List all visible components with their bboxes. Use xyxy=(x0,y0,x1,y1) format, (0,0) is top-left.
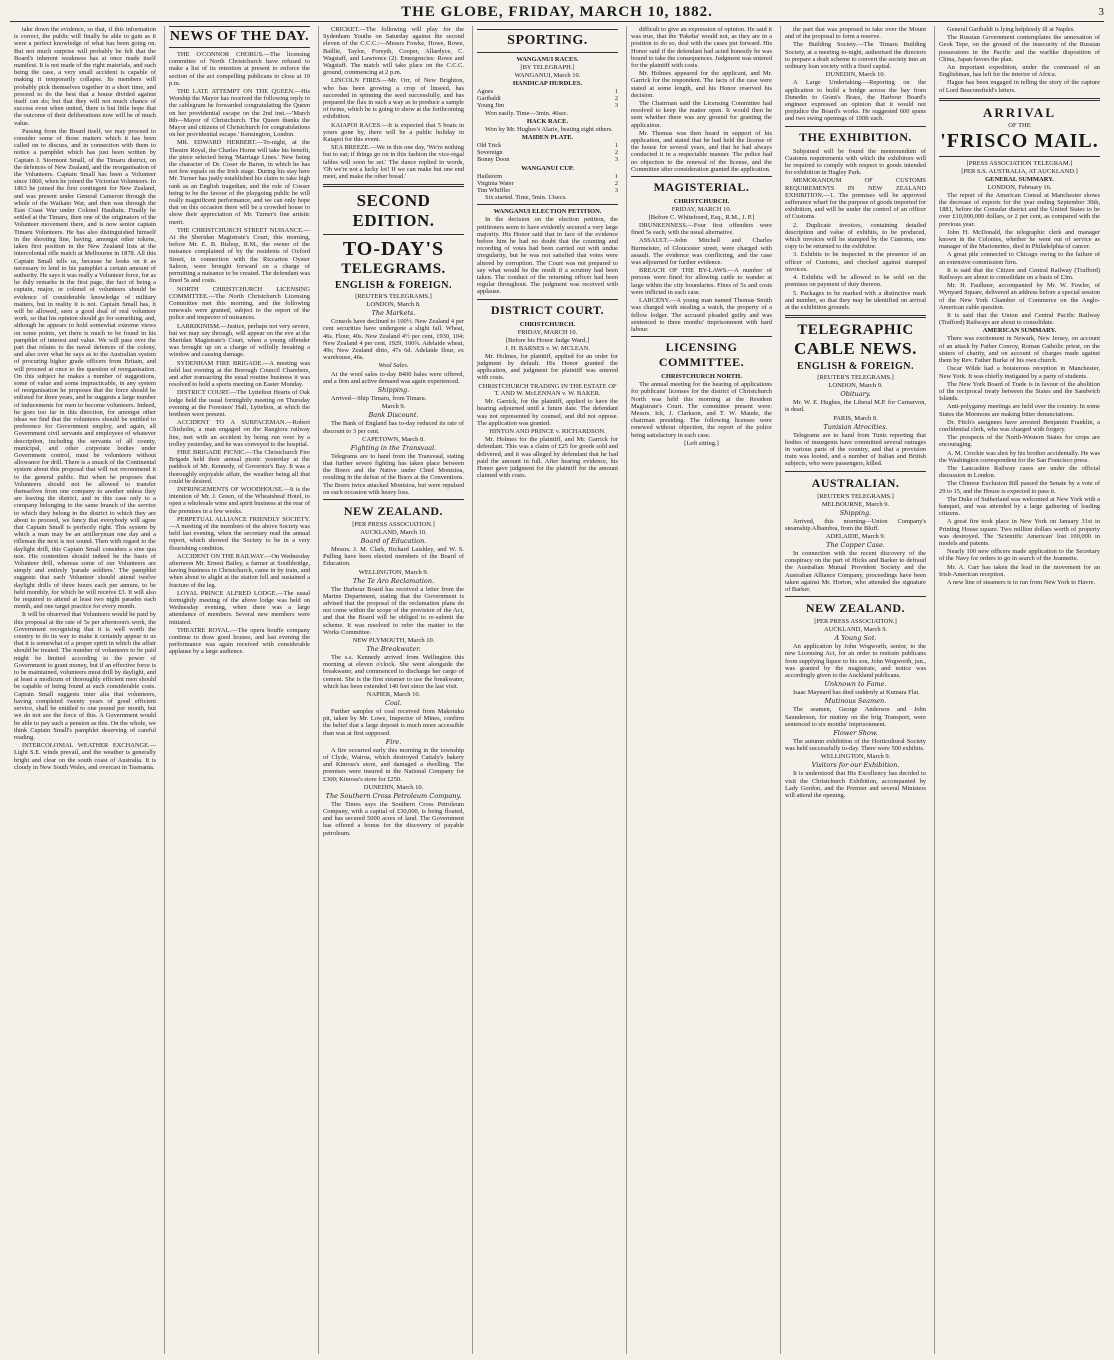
paragraph: Anti-polygamy meetings are held over the country. In some States the Mormons are making bitter denunciations. xyxy=(939,403,1100,418)
district-court-heading: DISTRICT COURT. xyxy=(490,302,605,317)
horse-name: Virginia Water xyxy=(477,179,514,187)
subheading: Fighting in the Transvaal. xyxy=(350,443,437,452)
placing: 2 xyxy=(614,179,618,187)
subheading: Wool Sales. xyxy=(378,362,409,370)
english-foreign-heading: ENGLISH & FOREIGN. xyxy=(334,280,453,292)
source-line: [PER PRESS ASSOCIATION.] xyxy=(814,618,897,626)
placing: 3 xyxy=(614,102,618,110)
paragraph: Dr. Fitch's assignees have arrested Benjamin Franklin, a confidential clerk, who was charged with forgery. xyxy=(939,418,1100,433)
paragraph: In the decision on the election petition, the petitioners seem to have evidently secured a very large majority. His Honor said that in face of the evidence before him he had no doubt that the counting and recording of votes had been carried out with undue irregularity, but he was not satisfied that votes were altered by corruption. The Court was not prepared to say what would be the result if a scrutiny had been taken. The conduct of the returning officer had been regular throughout. The judgment was received with applause. xyxy=(477,216,618,296)
subheading: Mutinous Seamen. xyxy=(824,697,887,706)
new-zealand-heading: NEW ZEALAND. xyxy=(343,503,444,518)
news-item: PERPETUAL ALLIANCE FRIENDLY SOCIETY.—A meeting of the members of the above Society was held last evening, when the secretary read the annual report, which showed the Society to be in a very flourishing condition. xyxy=(169,515,310,552)
paragraph: 3. Exhibits to be inspected in the presence of an officer of Customs, and checked against stamped invoices. xyxy=(785,251,926,273)
news-item: MR. EDWARD HERBERT.—To-night, at the Theatre Royal, the Charles Horne will take his benefit, the piece selected being 'Marriage Lines.' New being the character of Dr. Coser de Baron, in which he has not few equals on the Irish stage. During his stay here Mr. Turner has justly established his claim to take high rank as an English tragedian, and the role of Cosser being to be the favour of the playgoing public he will really magnificent performance, and we can only hope that on this occasion there will be a crowded house to show their appreciation of Mr. Turner's fine artistic merit. xyxy=(169,139,310,226)
result-row xyxy=(477,173,618,180)
paragraph: Further samples of coal received from Makotuku pit, taken by Mr. Lowe, Inspector of Mines, confirm the belief that a large deposit is much more accessible than was at first supposed. xyxy=(323,707,464,737)
divider xyxy=(785,596,926,597)
column-6 xyxy=(780,26,930,1354)
placing: 3 xyxy=(614,156,618,164)
paragraph: MEMORANDUM OF CUSTOMS REQUIREMENTS IN NEW ZEALAND EXHIBITION.—1. The premises will be approved sufferance wharf for the purpose of goods imported for exhibition, and will be under the control of an officer of Customs. xyxy=(785,177,926,221)
dateline: FRIDAY, MARCH 10. xyxy=(671,206,732,214)
paragraph: The Chairman said the Licensing Committee had resolved to keep the matter open. It would then be seen whether there was any ground for granting the application. xyxy=(631,100,772,129)
subheading: GENERAL SUMMARY. xyxy=(985,175,1054,183)
dateline: March 9. xyxy=(381,403,406,411)
subheading: Shipping. xyxy=(839,508,872,517)
dateline: WANGANUI, March 10. xyxy=(514,72,581,79)
results-table xyxy=(477,173,618,195)
column-3 xyxy=(318,26,468,1354)
masthead xyxy=(10,4,1104,22)
paragraph: Six started. Time, 5min. 13secs. xyxy=(485,194,567,202)
subheading: Flower Show. xyxy=(833,728,878,737)
dateline: NEW PLYMOUTH, March 10. xyxy=(352,636,435,644)
paragraph: John H. McDonald, the telegraphic clerk and manager known in the Colonies, whether he went out of service as manager of the Marionettes, died in Philadelphia of cancer. xyxy=(939,228,1100,251)
paragraph: Mr. Holmes, for plaintiff, applied for an order for judgment by default. His Honor granted the application, and judgment for plaintiff was entered with costs. xyxy=(477,352,618,382)
column-5 xyxy=(626,26,776,1354)
news-item: LARRIKINISM.—Justice, perhaps not very severe, but we may say through, will appear on the eve at the Sheridan Magistrate's Court, when a young offender was brought up on a charge of wilfully breaking a window and causing damage. xyxy=(169,322,310,359)
paragraph: Mr. W. E. Hughes, the Liberal M.P. for Carnarvon, is dead. xyxy=(785,399,926,414)
placing: 2 xyxy=(614,95,618,103)
english-foreign-heading: ENGLISH & FOREIGN. xyxy=(796,361,915,373)
paragraph: The Lancashire Railway cases are under the official discussion in London. xyxy=(939,464,1100,480)
subheading: The Copper Case. xyxy=(826,540,885,549)
sporting-heading: SPORTING. xyxy=(507,33,588,48)
paragraph: There was excitement in Newark, New Jersey, on account of an attack by Father Conroy, Roman Catholic priest, on the sisters of charity, and on account of charges made against them by Rev. Father Burke of his own church. xyxy=(939,335,1100,365)
new-zealand-heading: NEW ZEALAND. xyxy=(805,601,906,616)
paragraph: Arrived, this morning—Union Company's steamship Albambra, from the Bluff. xyxy=(785,517,926,532)
paragraph: Consols have declined to 100½. New Zealand 4 per cent securities have undergone a slight fall. Wheat, 46s. Flour, 40s. New Zealand 4½ per cent, 1930, 104; New Zealand 4 per cent, 1929, 100¾. Adelaide wheat, 49s; New Zealand ditto, 47s 6d. Adelaide flour, ex warehouse, 46s. xyxy=(323,318,464,362)
source-line: [BY TELEGRAPH.] xyxy=(520,64,575,71)
editorial-text xyxy=(10,26,160,771)
paragraph: Hague has been engaged in telling the story of the capture of Lord Beaconsfield's letters. xyxy=(939,79,1100,94)
paragraph: Mr. Thomas was then heard in support of his application, and stated that he had held the license of the house for several years, and that he had always conducted it in a respectable manner. The police had no objection to the renewal of the license, and the Committee after consideration granted the application. xyxy=(631,129,772,173)
paragraph: INTERCOLONIAL WEATHER EXCHANGE.—Light S.E. winds prevail, and the weather is generally bright and clear on the south coast of Australia. It is cloudy in New South Wales, and overcast in Tasmania. xyxy=(14,742,156,771)
paragraph: Telegrams are to hand from the Transvaal, stating that further severe fighting has taken place between the Boers and the Native under Chief Montsioa, resulting in the defeat of the Boers at the Conventions. The Boers twice attacked Montsioa, but were repulsed on each occasion with heavy loss. xyxy=(323,452,464,496)
column-2 xyxy=(164,26,314,1354)
placing: 3 xyxy=(614,187,618,195)
paragraph: The seamen, George Anderson and John Saunderson, for mutiny on the brig Transport, were sentenced to six months' imprisonment. xyxy=(785,706,926,728)
paragraph: It is understood that His Excellency has decided to visit the Christchurch Exhibition, accompanied by Lady Gordon, and the Premier and several Ministers will attend the opening. xyxy=(785,770,926,799)
paragraph: A great pile connected to Chicago owing to the failure of an extensive commission firm. xyxy=(939,251,1100,266)
race-heading: HACK RACE. xyxy=(526,117,569,125)
paragraph: Subjoined will be found the memorandum of Customs requirements with which the exhibitors will be required to comply with respect to goods intended for exhibition in Hagley Park. xyxy=(785,147,926,177)
case-title: CHRISTCHURCH TRADING IN THE ESTATE OF T. AND W. McLENNAN v. W. BAKER. xyxy=(478,382,617,397)
paragraph: take down the evidence, so that, if this information is correct, the public will finally be able to gain as it were a perfect knowledge of what has been going on. But not much surprise will probably be felt that the Board's inherent weakness has at once made itself manifest. It is not made of the right materials, and such being the case, a very small accident is capable of making it temporarily collapse. Its members will probably pick themselves together in a short time, and proceed to do the best that a house divided against itself can do; but that they will not much chance of success even when united, there is but little hope that the outcome of their deliberations now will be of much value. xyxy=(14,26,156,127)
paragraph: 5. Packages to be marked with a distinctive mark and number, so that they may be identified on arrival at the exhibition grounds. xyxy=(785,289,926,311)
paragraph: 2. Duplicate invoices, containing detailed description and value of exhibits, to be produced, which invoices will be stamped by the Customs, one copy to be returned to the exhibitor. xyxy=(785,221,926,251)
columns xyxy=(10,26,1104,1354)
column-4 xyxy=(472,26,622,1354)
column-1 xyxy=(10,26,160,1354)
source-line: [PRESS ASSOCIATION TELEGRAM.] xyxy=(966,159,1073,167)
results-table xyxy=(477,88,618,110)
subheading: The Te Aro Reclamation. xyxy=(352,576,435,585)
subheading: A Young Sot. xyxy=(834,634,877,643)
dateline: PARIS, March 8. xyxy=(833,414,878,422)
subheading: WANGANUI RACES. xyxy=(516,56,579,63)
paragraph: Telegrams are to hand from Tunis reporting that bodies of insurgents have committed several outrages in various parts of the country, and that a provision train was looted, and a number of Italian and British subjects, who were passengers, killed. xyxy=(785,431,926,468)
placing: 2 xyxy=(614,149,618,157)
horse-name: Garibaldi xyxy=(477,95,501,103)
subheading: Shipping. xyxy=(377,386,410,395)
telegrams-heading: TELEGRAMS. xyxy=(341,261,446,278)
news-item: SYDENHAM FIRE BRIGADE.—A meeting was held last evening at the Borough Council Chambers, and after transacting the usual routine business it was resolved to hold a sports meeting on Easter Monday. xyxy=(169,359,310,389)
paragraph: The report of the American Consul at Manchester shows the decrease of exports for the year ending September 30th, 1881, before the Consular district and the United States to be over £10,000,000 dollars, or 2 per cent, as compared with the previous year. xyxy=(939,191,1100,228)
second-edition-heading: SECOND EDITION. xyxy=(352,191,435,231)
section-divider xyxy=(785,315,926,318)
divider xyxy=(631,336,772,337)
paragraph: The Duke of Sutherland was welcomed at New York with a banquet, and was attended by a large gathering of leading citizens. xyxy=(939,495,1100,518)
dateline: MELBOURNE, March 9. xyxy=(821,500,890,508)
subheading: Obituary. xyxy=(840,390,871,399)
subheading: Tunisian Atrocities. xyxy=(823,422,888,431)
paragraph: Messrs. J. M. Clark, Richard Laishley, and W. S. Pulling have been elected members of the Board of Education. xyxy=(323,545,464,568)
arrival-heading: ARRIVAL xyxy=(983,104,1056,120)
result-row xyxy=(477,180,618,187)
subheading: Board of Education. xyxy=(360,536,427,545)
news-item: DISTRICT COURT.—The Lyttelton Hearts of Oak lodge held the usual fortnightly meeting on Thursday evening at the Foresters' Hall, Lyttelton, at which the brethren were present. xyxy=(169,389,310,418)
paragraph: Passing from the Board itself, we may proceed to consider some of those matters which it has been called on to discuss, and in connection with them to notice a pamphlet which has just been written by Captain J. Stormont Small, of the Timaru district, on the defences of New Zealand, and the reorganisation of the Volunteers. Captain Small has been a Volunteer since 1860, when he joined the Victorian Volunteers. In 1863 he joined the first contingent for New Zealand, and was present under General Cameron through the whole of the Waikato War, and then was through the East Coast War under Colonel Haultain. Finally he settled at the Timaru, then one of the originators of the Volunteer movement there, and is now senior captain Timaru Volunteers. He has also distinguished himself in the shooting line, having, amongst other tokens, taken first position in the New Zealand lists at the intercolonial rifle match at Melbourne in 1878. All this Captain Small tells us, because he looks on it as necessary to lend to his pamphlet a certain amount of authority. He says it was really a Volunteer force, for as he duly remarks in the first page, the fact of being a captain, major, or colonel of volunteers should be evidence of considerable knowledge of military matters, but in reality it is not. Captain Small has, it will be allowed, seen a good deal of real volunteer work, so that his opinion should go for something, and, although he appears to hold somewhat extreme views on some points, yet there is much to be found in his pamphlet of interest and value. We will pass over the part that relates to the naval defences of the colony, and also over what he says as to the Australian system of procuring higher grade officers from Britain, and will proceed at once to the question of reorganisation. On this subject he makes a number of suggestions, some of value and some impracticable, in any system of reorganisation he proposes that the force should be enlisted for three years, and he suggests a large number of inducements for men to become volunteers. Indeed, he goes too far in this direction, for amongst other ideas we find that the volunteers should be entitled to preference for Government employ, and again, all Government civil servants and employees of whatever description, including the servants of all county, municipal, and other corporate bodies under Government control, must be volunteers without allowance for drill. There is a smack of the Continental system about this proposal that will not recommend it to the general public. But when he proposes that Volunteers should not be allowed to transfer themselves from one company to another unless they are leaving the district, and in this case only to a company belonging to the same branch of the service to which they belong in the district to which they are about to proceed, we fancy that everybody will agree that Captain Small is perfectly right. This system by which a man may be an artilleryman one day and a rifleman the next is not sound. Then with regard to the daylight drill, this Captain Small considers a sine qua non. His contention should indeed be the basis of Volunteer drill, whereas some of our Volunteers are simply and entirely 'parade soldiers.' The pamphlet suggests that each Volunteer should attend twelve daylight drills of three hours each per annum, to be held monthly, for which he will receive £3. It will also be required to attend at least two night parades each month, and one target practice for every month. xyxy=(14,127,156,611)
divider xyxy=(323,234,464,235)
source-line: [REUTER'S TELEGRAMS.] xyxy=(817,374,894,382)
news-item: ACCIDENT TO A SURFACEMAN.—Robert Chisholm, a man engaged on the Rangiora railway line, met with an accident by being run over by a trolley yesterday, and he was conveyed to the hospital. xyxy=(169,419,310,448)
paragraph: A new line of steamers is to run from New York to Havre. xyxy=(947,578,1096,586)
news-item: FIRE BRIGADE PICNIC.—The Christchurch Fire Brigade held their annual picnic yesterday at the paddock of Mr. Kennedy, of Governor's Bay. It was a thoroughly enjoyable affair, the weather being all that could be desired. xyxy=(169,448,310,485)
dateline: WELLINGTON, March 9. xyxy=(820,753,891,761)
paragraph: General Garibaldi is lying helplessly ill at Naples. xyxy=(947,26,1075,33)
paragraph: BREACH OF THE BY-LAWS.—A number of persons were fined for allowing cattle to wander at large within the city boundaries. Fines of 5s and costs were inflicted in each case. xyxy=(631,267,772,296)
news-item: THEATRE ROYAL.—The opera bouffe company continue to draw good houses, and last evening the performance was again received with considerable applause by a large audience. xyxy=(169,626,310,656)
paragraph: It is said that the Union and Central Pacific Railway (Trafford) Railways are about to consolidate. xyxy=(939,312,1100,327)
left-sitting-note: [Left sitting.] xyxy=(684,439,719,447)
paragraph: Mr. Garrick, for the plaintiff, applied to have the hearing adjourned until a future date. The defendant was not represented by counsel, and did not oppose. The application was granted. xyxy=(477,398,618,427)
telegraphic-heading: TELEGRAPHIC xyxy=(797,322,914,339)
paragraph: An application by John Wogworth, senior, to the new Licensing Act, for an order to restrain publicans from supplying liquor to his son, John Wogworth, jun., was granted by the magistrate, and notice was accordingly given to the Auckland publicans. xyxy=(785,643,926,679)
case-title: HINTON AND PRINCE v. RICHARDSON. xyxy=(489,427,606,435)
paragraph: The Russian Government contemplates the annexation of Geok Tepe, on the ground of the insecurity of the Russian possessions in the Pacific and the warlike disposition of China, Japan favors the plan. xyxy=(939,34,1100,63)
dateline: LONDON, March 8. xyxy=(366,301,421,309)
paragraph: Oscar Wilde had a boisterous reception in Manchester, New York. It was chiefly instigated by a party of students. xyxy=(939,365,1100,380)
paragraph: DRUNKENNESS.—Four first offenders were fined 5s each, with the usual alternative. xyxy=(631,222,772,237)
news-item: CRICKET.—The following will play for the Sydenham Youths on Saturday against the second eleven of the C.C.C.:—Messrs Fowke, Howe, Rowe, Baillie, Taylor, Forsyth, Cooper, Allardyce, C. Wagstaff, and Lawrence (2). Emergencies: Rowe and Wagstaff. The match will take place on the C.C.C. ground, commencing at 2 p.m. xyxy=(323,26,464,77)
news-item: LINCOLN FIRES.—Mr. Orr, of New Brighton, who has been growing a crop of linseed, has succeeded in spinning the seed successfully, and has prepared the flax in such a way as to produce a sample of twine, which he is going to show at the forthcoming exhibition. xyxy=(323,77,464,121)
dateline: AUCKLAND, March 9. xyxy=(823,626,888,634)
paragraph: Arrived—Ship Timaru, from Timaru. xyxy=(331,395,427,403)
divider xyxy=(631,176,772,177)
subheading: CHRISTCHURCH. xyxy=(519,320,576,328)
paragraph: An important expedition, under the command of an Englishman, has left for the interior of Africa. xyxy=(939,64,1100,79)
news-item: ACCIDENT ON THE RAILWAY.—On Wednesday afternoon Mr. Ernest Bailey, a farmer at Southbridge, having business in Christchurch, came in by train, and when about to alight at the station fell and sustained a fracture of the leg. xyxy=(169,552,310,589)
horse-name: Hailstorm xyxy=(477,172,503,180)
news-of-the-day-heading: NEWS OF THE DAY. xyxy=(169,26,310,48)
paragraph: At the wool sales to-day 8400 bales were offered, and a firm and active demand was again experienced. xyxy=(323,370,464,385)
divider xyxy=(785,126,926,127)
paragraph: Nearly 100 new officers made application to the Secretary of the Navy for orders to go in search of the Jeannette. xyxy=(939,548,1100,563)
result-row xyxy=(477,88,618,95)
paragraph: The Bank of England has to-day reduced its rate of discount to 3 per cent. xyxy=(323,420,464,435)
paragraph: 4. Exhibits will be allowed to be sold on the premises on payment of duty thereon. xyxy=(785,274,926,289)
paragraph: The Times says the Southern Cross Petroleum Company, with a capital of £30,000, is being floated, and has secured 5000 acres of land. The Government has offered a bonus for the discovery of payable petroleum. xyxy=(323,800,464,837)
licensing-committee-heading: LICENSING COMMITTEE. xyxy=(658,340,745,370)
placing: 1 xyxy=(614,142,618,150)
column-7 xyxy=(934,26,1104,1354)
paragraph: Isaac Maynard has died suddenly at Kumara Flat. xyxy=(793,689,920,697)
source-line: [REUTER'S TELEGRAMS.] xyxy=(355,293,432,301)
paragraph: ASSAULT.—John Mitchell and Charles Burmeister, of Gloucester street, were charged with assault. The evidence was conflicting, and the case was adjourned for further evidence. xyxy=(631,237,772,267)
race-heading: MAIDEN PLATE. xyxy=(521,134,574,142)
subheading: WANGANUI ELECTION PETITION. xyxy=(493,208,602,216)
horse-name: Tim Whiffler xyxy=(477,187,511,195)
news-items xyxy=(169,51,310,656)
dateline: AUCKLAND, March 10. xyxy=(360,528,427,536)
result-row xyxy=(477,187,618,194)
divider xyxy=(939,156,1100,157)
dateline: LONDON, March 9. xyxy=(828,382,883,390)
subheading: Unknown to Fame. xyxy=(824,680,887,689)
news-item: THE CHRISTCHURCH STREET NUISANCE.—At the Sheridan Magistrate's Court, this morning, before Mr. E. B. Bishop, R.M., the owner of the nuisance complained of by the residents of Oxford Street, in connection with the Riccarton Oyster Saloon, were brought forward on a charge of permitting a nuisance to be created. The defendant was fined 5s and costs. xyxy=(169,226,310,285)
paragraph: Mr. H. Faulkner, accompanied by Mr. W. Fowler, of Wynyard Square, delivered an address before a special session of the New York Chamber of Commerce on the Anglo-American cable question. xyxy=(939,282,1100,311)
news-item: KAIAPOI RACES.—It is expected that 5 boats in yours gone by, there will be a public holiday in Kaiapoi for this event. xyxy=(323,121,464,144)
subheading: CHRISTCHURCH NORTH. xyxy=(661,373,742,381)
paragraph: difficult to give an expression of opinion. He said it was true, that the 'Pakeha' would not, as they are in a position to do so, deal with the cases put forward. His Honor said if the defendant had acted honestly he was bound to take the consequences. Judgment was entered for the plaintiff with costs. xyxy=(631,26,772,70)
paragraph: The Building Society.—The Timaru Building Society, at a meeting to-night, authorised the directors to prepare a draft scheme to convert the society into an ordinary loan society with a fixed capital. xyxy=(785,41,926,71)
subheading: Visitors for our Exhibition. xyxy=(811,761,900,770)
paragraph: Won easily. Time—3min. 46sec. xyxy=(485,109,569,117)
source-line: [PER S.S. AUSTRALIA, AT AUCKLAND.] xyxy=(961,167,1078,175)
dateline: DUNEDIN, March 10. xyxy=(363,783,424,791)
paragraph: Mr. Holmes appeared for the applicant, and Mr. Garrick for the respondent. The facts of the case were stated at some length, and his Honor reserved his decision. xyxy=(631,70,772,99)
paragraph: The s.s. Kennedy arrived from Wellington this morning at eleven o'clock. She went alongside the breakwater, and commenced to discharge her cargo of cement. She is the first steamer to use the breakwater, which has been extended 140 feet since the last visit. xyxy=(323,653,464,690)
divider xyxy=(477,29,618,30)
news-item: LOYAL PRINCE ALFRED LODGE.—The usual fortnightly meeting of the above lodge was held on Wednesday evening, when there was a large attendance of members. Several new members were initiated. xyxy=(169,589,310,626)
placing: 1 xyxy=(614,172,618,180)
paragraph: It will be observed that Volunteers would be paid by this proposal at the rate of 5s per afternoon's work, the Government recognising that it is well worth the country to do its way to make it certainly appear to us that it is somewhat of a proper spirit in which the affair should be treated. The number of volunteers to be paid might be limited according to the power of Government to grant money, but if an effective force is to be maintained, volunteers must drill by daylight, and at least a modicum of thoroughly efficient men should be capable of being found at such considerable costs. Captain Small suggests inter alia that volunteers, having completed twenty years of good efficient service, shall be entitled to one pound per month, but we do not see the force of this. A Government would be able to pay such a pension as this. On the whole, we think Captain Small's pamphlet deserving of careful reading. xyxy=(14,611,156,741)
paragraph: the part that was proposed to take over the Mount and of the proposal to form a reserve. xyxy=(785,26,926,41)
horse-name: Old Trick xyxy=(477,142,502,150)
news-item: INFRINGEMENTS OF WOODHOUSE.—It is the intention of Mr. J. Green, of the Wheatsheaf Hotel, to open a wholesale wine and spirit business at the rear of the premises in a few weeks. xyxy=(169,485,310,515)
paragraph: The prospects of the North-Western States for crops are encouraging. xyxy=(939,434,1100,449)
placing: 1 xyxy=(614,88,618,95)
paragraph: A. M. Crockie was shot by his brother accidentally. He was the Washington correspondent for the San Francisco press. xyxy=(939,449,1100,464)
news-items-continued xyxy=(323,26,464,180)
source-line: [PER PRESS ASSOCIATION.] xyxy=(352,520,435,528)
page-number: 3 xyxy=(1098,6,1104,18)
subheading: CHRISTCHURCH. xyxy=(673,198,730,206)
divider xyxy=(785,471,926,472)
horse-name: Young Jim xyxy=(477,102,505,110)
dateline: FRIDAY, MARCH 10. xyxy=(517,328,578,336)
source-line: [Before his Honor Judge Ward.] xyxy=(505,336,590,344)
subheading: The Markets. xyxy=(371,309,416,318)
dateline: LONDON, February 16. xyxy=(987,183,1052,191)
subheading: The Southern Cross Petroleum Company. xyxy=(325,791,462,800)
dateline: DUNEDIN, March 10. xyxy=(825,71,886,79)
newspaper-title: THE GLOBE, FRIDAY, MARCH 10, 1882. xyxy=(401,4,713,20)
paragraph: Mr. A. Carr has taken the lead in the movement for an Irish-American reception. xyxy=(939,563,1100,578)
paragraph: A great fire took place in New York on January 31st in Printing House square. Two million dollars worth of property was destroyed. The 'Scientific American' lost 100,000 in models and patents. xyxy=(939,518,1100,547)
dateline: WELLINGTON, March 9. xyxy=(358,568,429,576)
divider xyxy=(477,52,618,53)
source-line: [Before C. Whitefoord, Esq., R.M., J. P.] xyxy=(648,214,755,222)
paragraph: The Harbour Board has received a letter from the Marine Department, stating that the Government is advised that the proposal of the reclamation plans do not come within the scope of the provision of the Act, and that the Board will be obliged to re-submit the scheme. It was resolved to refer the matter to the Works Committee. xyxy=(323,585,464,636)
dateline: NAPIER, March 10. xyxy=(366,690,421,698)
dateline: CAPETOWN, March 8. xyxy=(362,435,425,443)
australian-heading: AUSTRALIAN. xyxy=(811,475,900,490)
result-row xyxy=(477,102,618,109)
paragraph: It is said that the Citizen and Central Railway (Trafford) Railways are about to consolidate on a basis of £3m. xyxy=(939,266,1100,282)
paragraph: A Large Undertaking.—Reporting on the application to build a bridge across the bay from Dunedin to Grant's Braes, the Harbour Board's engineer expressed an opinion that it would not prejudice the Board's works. He suggested 600 spans and two swing openings of 100ft each. xyxy=(785,79,926,123)
paragraph: Won by Mr. Hughes's Alarie, beating eight others. xyxy=(485,125,613,133)
race-heading: WANGANUI CUP. xyxy=(521,164,574,172)
result-row xyxy=(477,142,618,149)
dateline: ADELAIDE, March 9. xyxy=(825,532,886,540)
magisterial-heading: MAGISTERIAL. xyxy=(653,180,750,195)
section-divider xyxy=(939,98,1100,101)
horse-name: Bonny Doon xyxy=(477,156,510,164)
paragraph: The annual meeting for the hearing of applications for publicans' licenses for the district of Christchurch North was held this morning at the Resident Magistrate's Court. The committee present were: Messrs. Ick, J. Clarkson, and T. W. Maude, the chairman presiding. The following licenses were renewed without objection, the report of the police being satisfactory in each case. xyxy=(631,381,772,439)
paragraph: The Chinese Exclusion Bill passed the Senate by a vote of 29 to 15, and the House is expected to pass it. xyxy=(939,480,1100,495)
race-heading: HANDICAP HURDLES. xyxy=(512,80,583,87)
news-item: THE LATE ATTEMPT ON THE QUEEN.—His Worship the Mayor has received the following reply to the cablegram he forwarded congratulating the Queen on her providential escape on the 2nd inst.—'March 8th—Mayor of Christchurch. The Queen thanks the Mayor and citizens of Christchurch for congratulations on her providential escape.' Kensington, London. xyxy=(169,88,310,139)
result-row xyxy=(477,149,618,156)
news-item: THE O'CONNOR CHORUS.—The licensing committee of North Christchurch have refused to make a list of its retention at present to enforce the section of the act compelling publicans to close at 10 p.m. xyxy=(169,51,310,87)
divider xyxy=(323,499,464,500)
cable-news-heading: CABLE NEWS. xyxy=(794,339,917,359)
todays-heading: TO-DAY'S xyxy=(342,238,445,261)
subheading: AMERICAN SUMMARY. xyxy=(982,327,1057,335)
subheading: Fire. xyxy=(385,737,402,746)
news-item: NORTH CHRISTCHURCH LICENSING COMMITTEE.—The North Christchurch Licensing Committee met this morning, and the following renewals were granted, subject to the report of the police and inspector of nuisances. xyxy=(169,285,310,322)
result-row xyxy=(477,156,618,163)
subheading: Coal. xyxy=(385,698,402,707)
of-the-line: OF THE xyxy=(1008,121,1031,129)
exhibition-heading: THE EXHIBITION. xyxy=(799,129,912,144)
horse-name: Agnes xyxy=(477,88,494,95)
horse-name: Sovereign xyxy=(477,149,503,157)
paragraph: A fire occurred early this morning in the township of Clyde, Wairoa, which destroyed Cattaly's bakery and Kinross's store, and damaged a dwelling. The premises were insured in the National Company for £300; Kinross's store for £250. xyxy=(323,746,464,783)
divider xyxy=(477,204,618,205)
paragraph: The New York Board of Trade is in favour of the abolition of the reciprocal treaty between the States and the Sandwich Islands. xyxy=(939,380,1100,403)
subheading: Bank Discount. xyxy=(368,411,419,420)
results-table xyxy=(477,142,618,164)
case-title: J. H. BARNES v. W. MCLEAN. xyxy=(505,344,590,352)
paragraph: In connection with the recent discovery of the conspiracy on the part of Hicks and Barker to defraud the Australian Mutual Provident Society and the Australian Alliance Company, proceedings have been taken against Mr. Horton, who attended the signature of Barker. xyxy=(785,549,926,593)
source-line: [REUTER'S TELEGRAMS.] xyxy=(817,492,894,500)
news-item: SEA BREEZE.—We in this one day, 'We're nothing but to eat; if things go on in this fashion the vice-regal tables will soon be set.' The dance replied in words, 'Oh we're not a lucky lot! If we can make but one end meet, and make the other bread.' xyxy=(323,144,464,181)
frisco-mail-heading: 'FRISCO MAIL. xyxy=(940,129,1099,152)
subheading: The Breakwater. xyxy=(366,644,421,653)
result-row xyxy=(477,95,618,102)
paragraph: LARCENY.—A young man named Thomas Smith was charged with stealing a watch, the property of a fellow lodger. The accused pleaded guilty and was sentenced to three months' imprisonment with hard labour. xyxy=(631,297,772,333)
section-divider xyxy=(323,184,464,187)
divider xyxy=(477,299,618,300)
paragraph: Mr. Holmes for the plaintiff, and Mr. Garrick for defendant. This was a claim of £25 for goods sold and delivered, and it was alleged by defendant that he had paid the amount in full. After hearing evidence, his Honor gave judgment for the plaintiff for the amount claimed with costs. xyxy=(477,436,618,480)
paragraph: The autumn exhibition of the Horticultural Society was held successfully to-day. There were 500 exhibits. xyxy=(785,737,926,753)
